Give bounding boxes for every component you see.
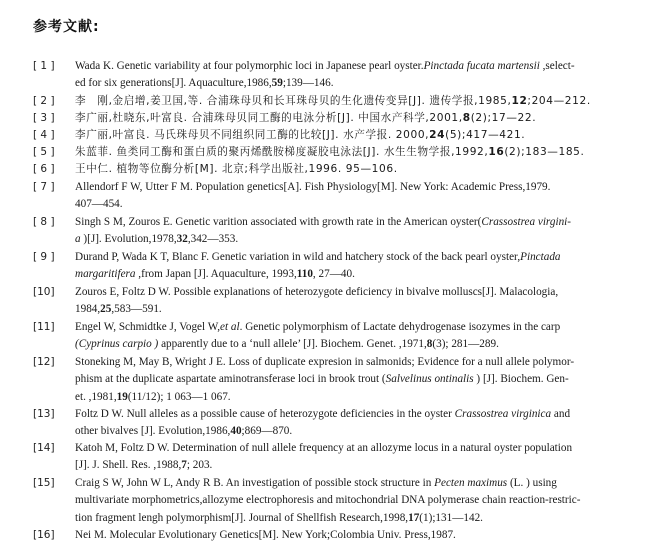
ref-text: ;204—212. bbox=[527, 95, 591, 107]
reference-number: [ 7 ] bbox=[33, 181, 55, 193]
ref-text: tion fragment lengh polymorphism[J]. Journal of Shellfish Research,1998, bbox=[75, 511, 409, 524]
reference-6 bbox=[33, 161, 623, 178]
reference-2 bbox=[33, 93, 623, 110]
ref-italic: et al bbox=[220, 321, 240, 333]
ref-text: (11/12); 1 063—1 067. bbox=[127, 390, 231, 403]
ref-text: (L. ) using bbox=[507, 477, 557, 489]
reference-number: [11] bbox=[33, 321, 55, 333]
reference-9 bbox=[33, 249, 623, 284]
reference-11 bbox=[33, 319, 623, 354]
ref-text: Allendorf F W, Utter F M. Population genetics[A]. Fish Physiology[M]. New York: Academic Press,1979. bbox=[75, 181, 551, 193]
reference-number: [ 1 ] bbox=[33, 60, 55, 72]
ref-italic: Pecten maximus bbox=[434, 477, 508, 489]
ref-volume: 40 bbox=[230, 425, 242, 438]
ref-text: ,583—591. bbox=[111, 303, 162, 316]
reference-number: [ 6 ] bbox=[33, 163, 55, 175]
ref-text: , 27—40. bbox=[312, 268, 355, 281]
ref-text: ,from Japan [J]. Aquaculture, 1993, bbox=[135, 268, 297, 281]
reference-number: [ 3 ] bbox=[33, 112, 55, 124]
reference-number: [13] bbox=[33, 408, 55, 420]
ref-text: [J]. J. Shell. Res. ,1988, bbox=[75, 459, 182, 472]
ref-text: ,select- bbox=[539, 60, 575, 72]
ref-volume: 25 bbox=[100, 303, 112, 316]
ref-text: phism at the duplicate aspartate aminotransferase loci in brook trout ( bbox=[75, 373, 386, 386]
ref-text: apparently due to a ‘null allele’ [J]. Biochem. Genet. ,1971, bbox=[158, 338, 427, 351]
ref-text: 朱蓝菲. 鱼类同工酶和蛋白质的聚丙烯酰胺梯度凝胶电泳法[J]. 水生生物学报,1992, bbox=[75, 146, 489, 158]
reference-1 bbox=[33, 58, 623, 93]
ref-text: . Genetic polymorphism of Lactate dehydrogenase isozymes in the carp bbox=[239, 321, 561, 333]
reference-14 bbox=[33, 440, 623, 475]
ref-volume: 17 bbox=[408, 511, 420, 524]
reference-number: [16] bbox=[33, 529, 55, 541]
ref-italic: a bbox=[75, 233, 81, 246]
reference-4 bbox=[33, 127, 623, 144]
reference-15 bbox=[33, 475, 623, 527]
reference-number: [12] bbox=[33, 356, 55, 368]
ref-text: Nei M. Molecular Evolutionary Genetics[M]. New York;Colombia Univ. Press,1987. bbox=[75, 529, 456, 541]
reference-number: [14] bbox=[33, 442, 55, 454]
ref-italic: (Cyprinus carpio ) bbox=[75, 338, 159, 351]
ref-text: 1984, bbox=[75, 303, 101, 316]
reference-7 bbox=[33, 179, 623, 214]
ref-text: (3); 281—289. bbox=[432, 338, 499, 351]
ref-text: 李广丽,叶富良. 马氏珠母贝不同组织同工酶的比较[J]. 水产学报. 2000, bbox=[75, 129, 430, 141]
ref-text: other bivalves [J]. Evolution,1986, bbox=[75, 425, 231, 438]
ref-text: ,342—353. bbox=[187, 233, 239, 246]
reference-number: [ 5 ] bbox=[33, 146, 55, 158]
reference-number: [ 2 ] bbox=[33, 95, 55, 107]
ref-text: (1);131—142. bbox=[419, 511, 483, 524]
ref-text: ) [J]. Biochem. Gen- bbox=[473, 373, 569, 386]
ref-text: 407—454. bbox=[75, 198, 123, 211]
ref-text: )[J]. Evolution,1978, bbox=[80, 233, 177, 246]
reference-number: [ 8 ] bbox=[33, 216, 55, 228]
reference-5 bbox=[33, 144, 623, 161]
ref-text: Katoh M, Foltz D W. Determination of null allele frequency at an allozyme locus in a natural oyster population bbox=[75, 442, 573, 454]
reference-number: [ 9 ] bbox=[33, 251, 55, 263]
ref-text: et. ,1981, bbox=[75, 390, 117, 403]
reference-number: [ 4 ] bbox=[33, 129, 55, 141]
ref-text: Foltz D W. Null alleles as a possible cause of heterozygote deficiencies in the oyster bbox=[75, 408, 455, 420]
ref-volume: 8 bbox=[426, 338, 433, 351]
ref-text: Wada K. Genetic variability at four polymorphic loci in Japanese pearl oyster. bbox=[75, 60, 424, 72]
ref-text: and bbox=[551, 408, 571, 420]
ref-text: 李 刚,金启增,姜卫国,等. 合浦珠母贝和长耳珠母贝的生化遗传变异[J]. 遗传学报,1985, bbox=[75, 95, 512, 107]
ref-text: Craig S W, John W L, Andy R B. An investigation of possible stock structure in bbox=[75, 477, 435, 489]
reference-number: [15] bbox=[33, 477, 55, 489]
reference-3 bbox=[33, 110, 623, 127]
ref-volume: 24 bbox=[429, 129, 446, 141]
reference-8 bbox=[33, 214, 623, 249]
references-heading: 参考文献: bbox=[33, 19, 100, 35]
ref-volume: 110 bbox=[296, 268, 313, 281]
ref-volume: 16 bbox=[488, 146, 505, 158]
ref-text: Zouros E, Foltz D W. Possible explanations of heterozygote deficiency in bivalve molluscs[J]. Malacologia, bbox=[75, 286, 559, 298]
ref-volume: 32 bbox=[176, 233, 188, 246]
ref-volume: 12 bbox=[511, 95, 528, 107]
reference-12 bbox=[33, 354, 623, 406]
ref-text: Engel W, Schmidtke J, Vogel W, bbox=[75, 321, 221, 333]
ref-text: (2);17—22. bbox=[470, 112, 537, 124]
ref-italic: Crassostrea virginica bbox=[454, 408, 552, 420]
ref-volume: 59 bbox=[271, 77, 283, 90]
ref-italic: Crassostrea virgini- bbox=[481, 216, 571, 228]
ref-italic: margaritifera bbox=[75, 268, 136, 281]
ref-text: Durand P, Wada K T, Blanc F. Genetic variation in wild and hatchery stock of the back pearl oyster, bbox=[75, 251, 521, 263]
ref-text: ed for six generations[J]. Aquaculture,1986, bbox=[75, 77, 272, 90]
ref-volume: 8 bbox=[462, 112, 471, 124]
ref-italic: Pinctada bbox=[520, 251, 561, 263]
ref-text: multivariate morphometrics,allozyme electrophoresis and mitochondrial DNA polymerase chain reaction-restric- bbox=[75, 494, 581, 507]
reference-13 bbox=[33, 406, 623, 441]
ref-text: ;869—870. bbox=[241, 425, 293, 438]
ref-text: (5);417—421. bbox=[445, 129, 526, 141]
ref-volume: 19 bbox=[116, 390, 128, 403]
ref-text: Stoneking M, May B, Wright J E. Loss of duplicate expresion in salmonids; Evidence for a null allele polymor- bbox=[75, 356, 575, 368]
ref-text: 王中仁. 植物等位酶分析[M]. 北京;科学出版社,1996. 95—106. bbox=[75, 163, 398, 175]
ref-text: ;139—146. bbox=[282, 77, 334, 90]
ref-italic: Salvelinus ontinalis bbox=[385, 373, 474, 386]
ref-text: 李广丽,杜晓东,叶富良. 合浦珠母贝同工酶的电泳分析[J]. 中国水产科学,2001, bbox=[75, 112, 463, 124]
reference-10 bbox=[33, 284, 623, 319]
reference-16 bbox=[33, 527, 623, 544]
ref-text: (2);183—185. bbox=[504, 146, 585, 158]
ref-volume: 7 bbox=[181, 459, 187, 472]
ref-text: ; 203. bbox=[186, 459, 213, 472]
ref-italic: Pinctada fucata martensii bbox=[423, 60, 540, 72]
reference-number: [10] bbox=[33, 286, 55, 298]
ref-text: Singh S M, Zouros E. Genetic varition associated with growth rate in the American oyster( bbox=[75, 216, 482, 228]
